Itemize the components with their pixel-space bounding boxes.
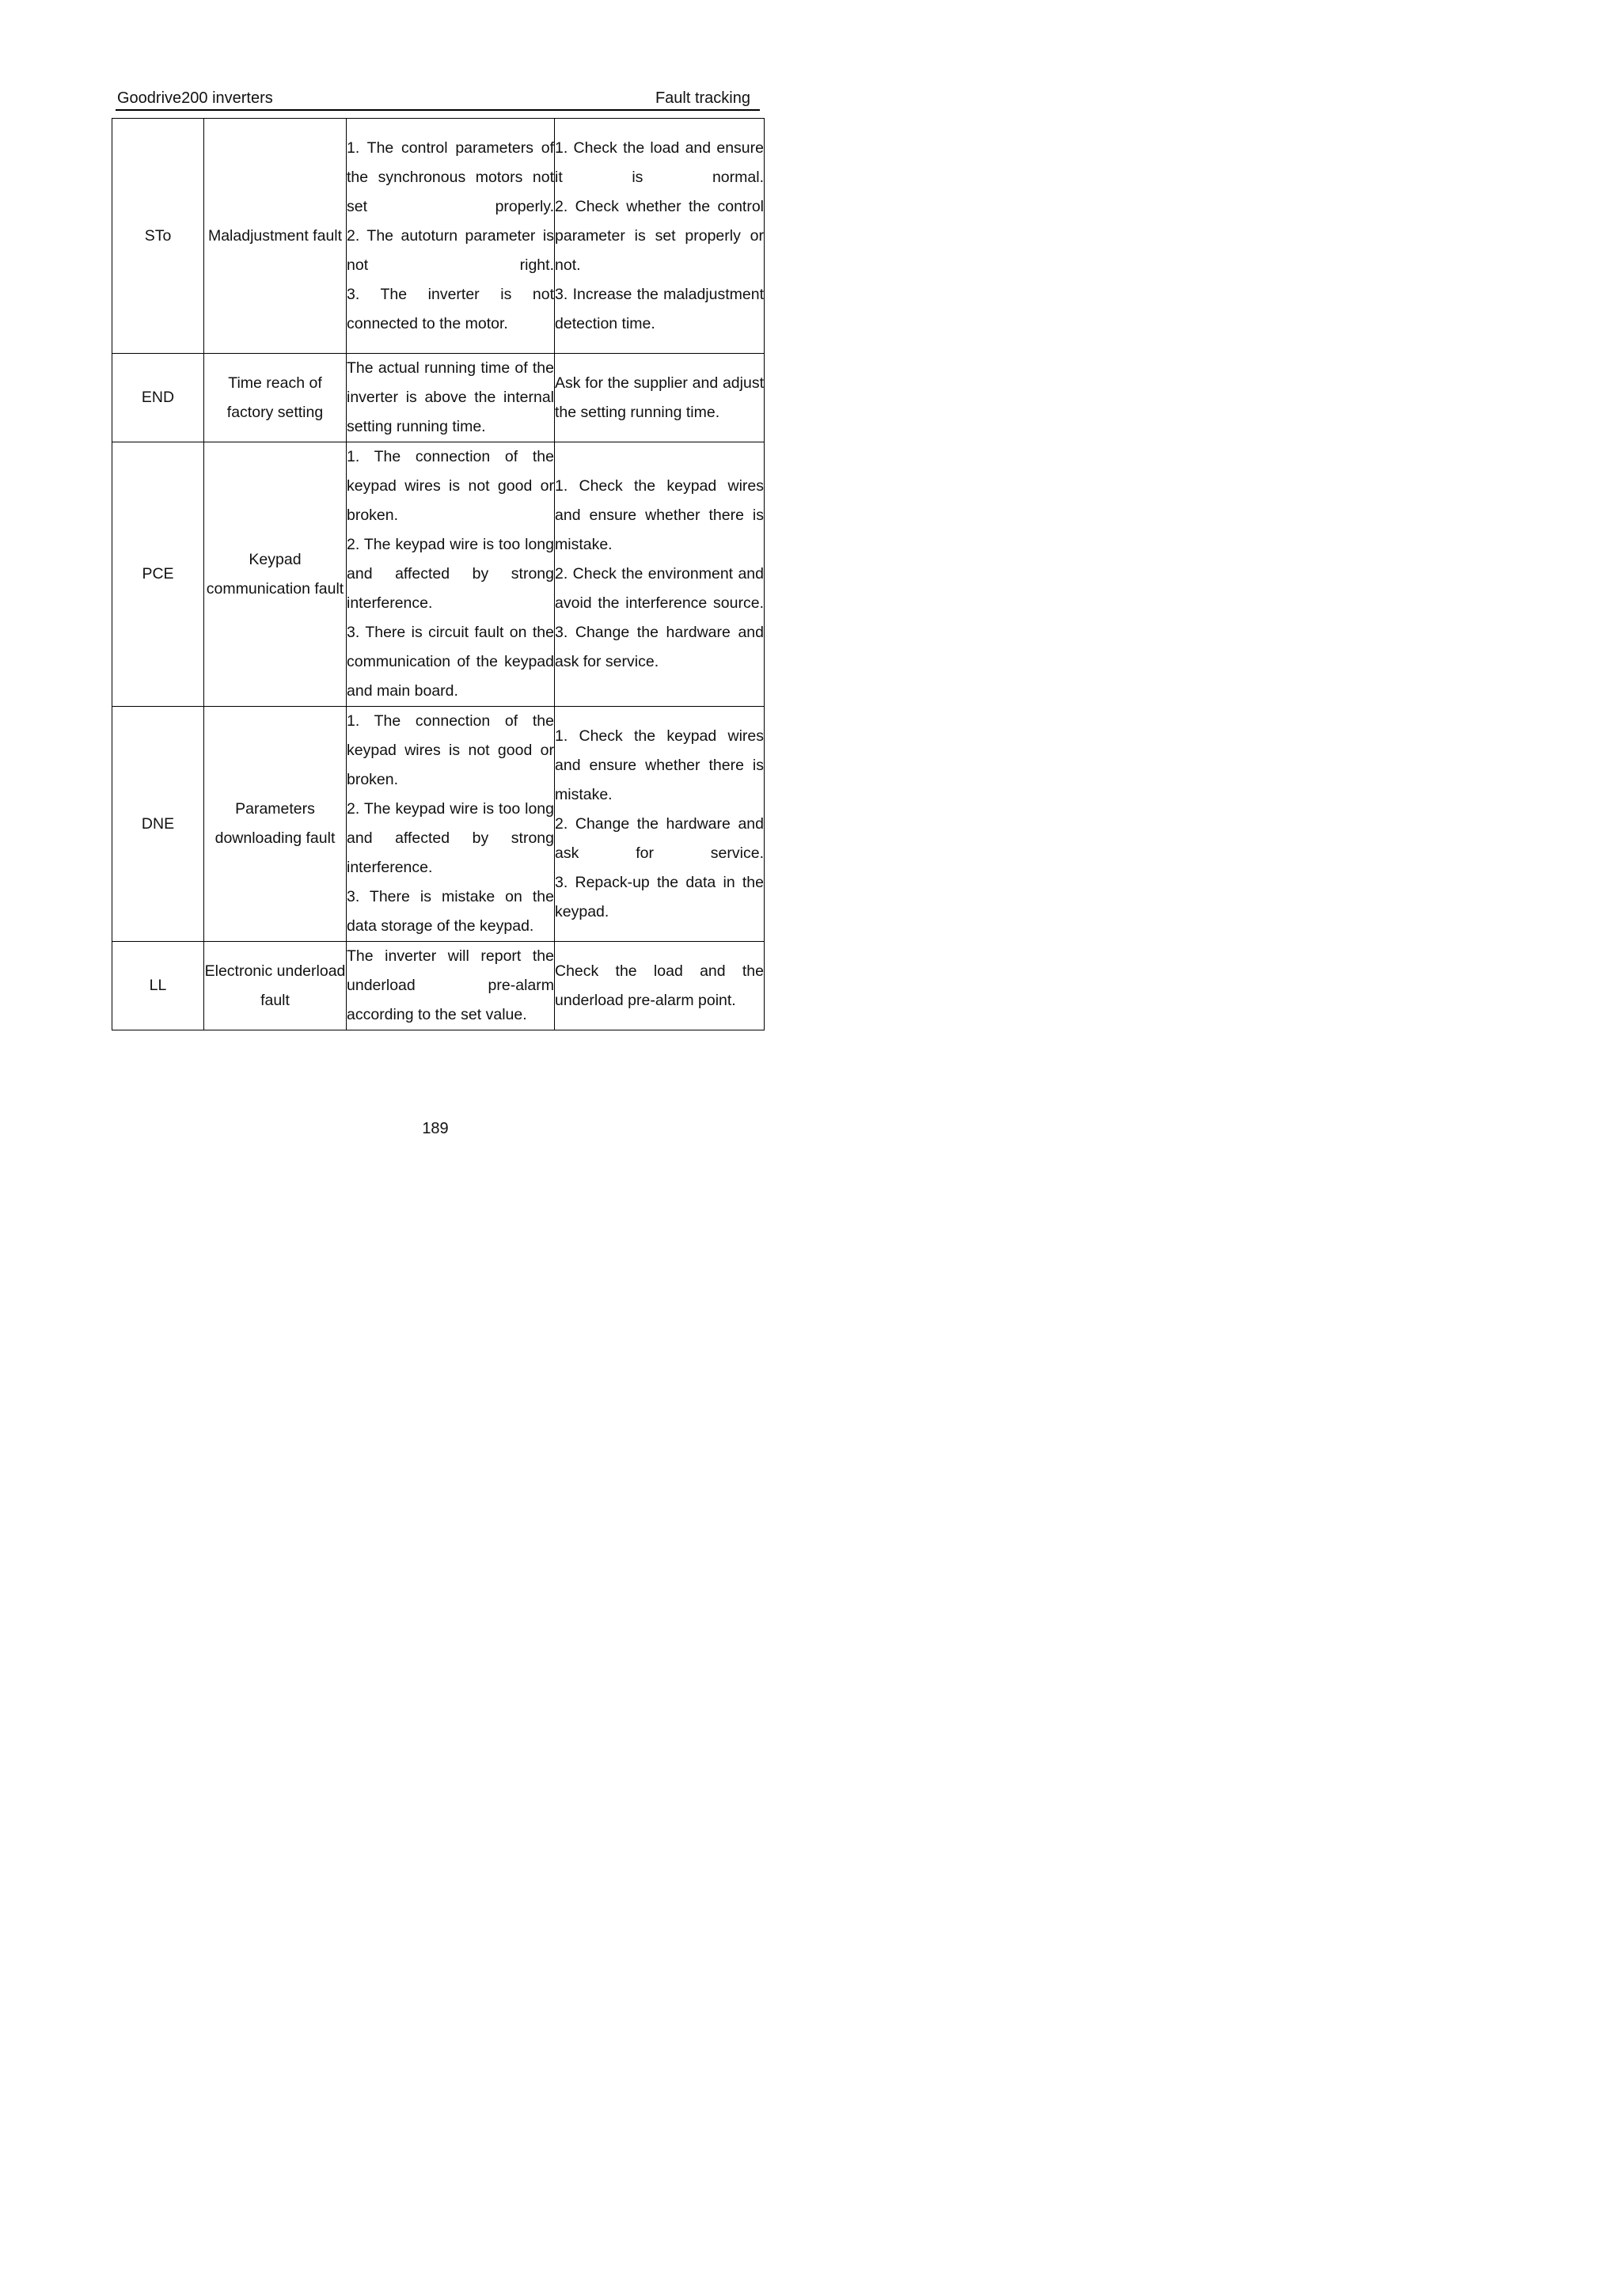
fault-solution bbox=[555, 354, 765, 442]
solution-item: 1. Check the keypad wires and ensure whether there is mistake. bbox=[555, 477, 764, 553]
page-header bbox=[117, 87, 760, 109]
table-row bbox=[112, 354, 765, 442]
fault-solution bbox=[555, 442, 765, 707]
table-row bbox=[112, 442, 765, 707]
fault-name: Electronic underload fault bbox=[204, 942, 347, 1030]
cause-item: 3. The inverter is not connected to the motor. bbox=[347, 285, 554, 332]
fault-cause bbox=[347, 354, 555, 442]
header-section-title: Fault tracking bbox=[655, 89, 750, 107]
solution-item: 3. Increase the maladjustment detection time. bbox=[555, 285, 764, 332]
fault-solution bbox=[555, 707, 765, 942]
cause-item: The inverter will report the underload pre-alarm according to the set value. bbox=[347, 947, 554, 1023]
cause-item: 1. The connection of the keypad wires is not good or broken. bbox=[347, 448, 554, 524]
cause-item: The actual running time of the inverter is above the internal setting running time. bbox=[347, 359, 554, 435]
solution-item: 3. Change the hardware and ask for service. bbox=[555, 624, 764, 670]
cause-item: 2. The keypad wire is too long and affected by strong interference. bbox=[347, 800, 554, 876]
fault-solution bbox=[555, 942, 765, 1030]
cause-item: 1. The control parameters of the synchronous motors not set properly. bbox=[347, 139, 554, 215]
fault-code: DNE bbox=[112, 707, 204, 942]
fault-cause bbox=[347, 119, 555, 354]
cause-item: 2. The autoturn parameter is not right. bbox=[347, 226, 554, 274]
table-row bbox=[112, 942, 765, 1030]
solution-item: Check the load and the underload pre-alarm point. bbox=[555, 962, 764, 1009]
page-number: 189 bbox=[422, 1120, 449, 1137]
solution-item: 3. Repack-up the data in the keypad. bbox=[555, 873, 764, 920]
fault-solution bbox=[555, 119, 765, 354]
fault-code: END bbox=[112, 354, 204, 442]
cause-item: 3. There is mistake on the data storage of the keypad. bbox=[347, 888, 554, 935]
solution-item: 1. Check the keypad wires and ensure whether there is mistake. bbox=[555, 727, 764, 803]
fault-code: LL bbox=[112, 942, 204, 1030]
fault-code: STo bbox=[112, 119, 204, 354]
table-row bbox=[112, 707, 765, 942]
table-row bbox=[112, 119, 765, 354]
solution-item: 2. Change the hardware and ask for service. bbox=[555, 814, 764, 862]
cause-item: 1. The connection of the keypad wires is not good or broken. bbox=[347, 712, 554, 788]
header-rule bbox=[116, 109, 760, 111]
fault-name: Time reach of factory setting bbox=[204, 354, 347, 442]
cause-item: 3. There is circuit fault on the communication of the keypad and main board. bbox=[347, 624, 554, 700]
fault-name: Maladjustment fault bbox=[204, 119, 347, 354]
solution-item: Ask for the supplier and adjust the setting running time. bbox=[555, 374, 764, 421]
solution-item: 2. Check the environment and avoid the interference source. bbox=[555, 565, 764, 612]
fault-code: PCE bbox=[112, 442, 204, 707]
cause-item: 2. The keypad wire is too long and affected by strong interference. bbox=[347, 536, 554, 612]
fault-name: Keypad communication fault bbox=[204, 442, 347, 707]
fault-cause bbox=[347, 442, 555, 707]
fault-table bbox=[112, 118, 765, 1030]
header-manual-title: Goodrive200 inverters bbox=[117, 89, 273, 107]
solution-item: 1. Check the load and ensure it is normal. bbox=[555, 139, 764, 186]
fault-cause bbox=[347, 942, 555, 1030]
solution-item: 2. Check whether the control parameter is set properly or not. bbox=[555, 197, 764, 274]
fault-cause bbox=[347, 707, 555, 942]
fault-name: Parameters downloading fault bbox=[204, 707, 347, 942]
